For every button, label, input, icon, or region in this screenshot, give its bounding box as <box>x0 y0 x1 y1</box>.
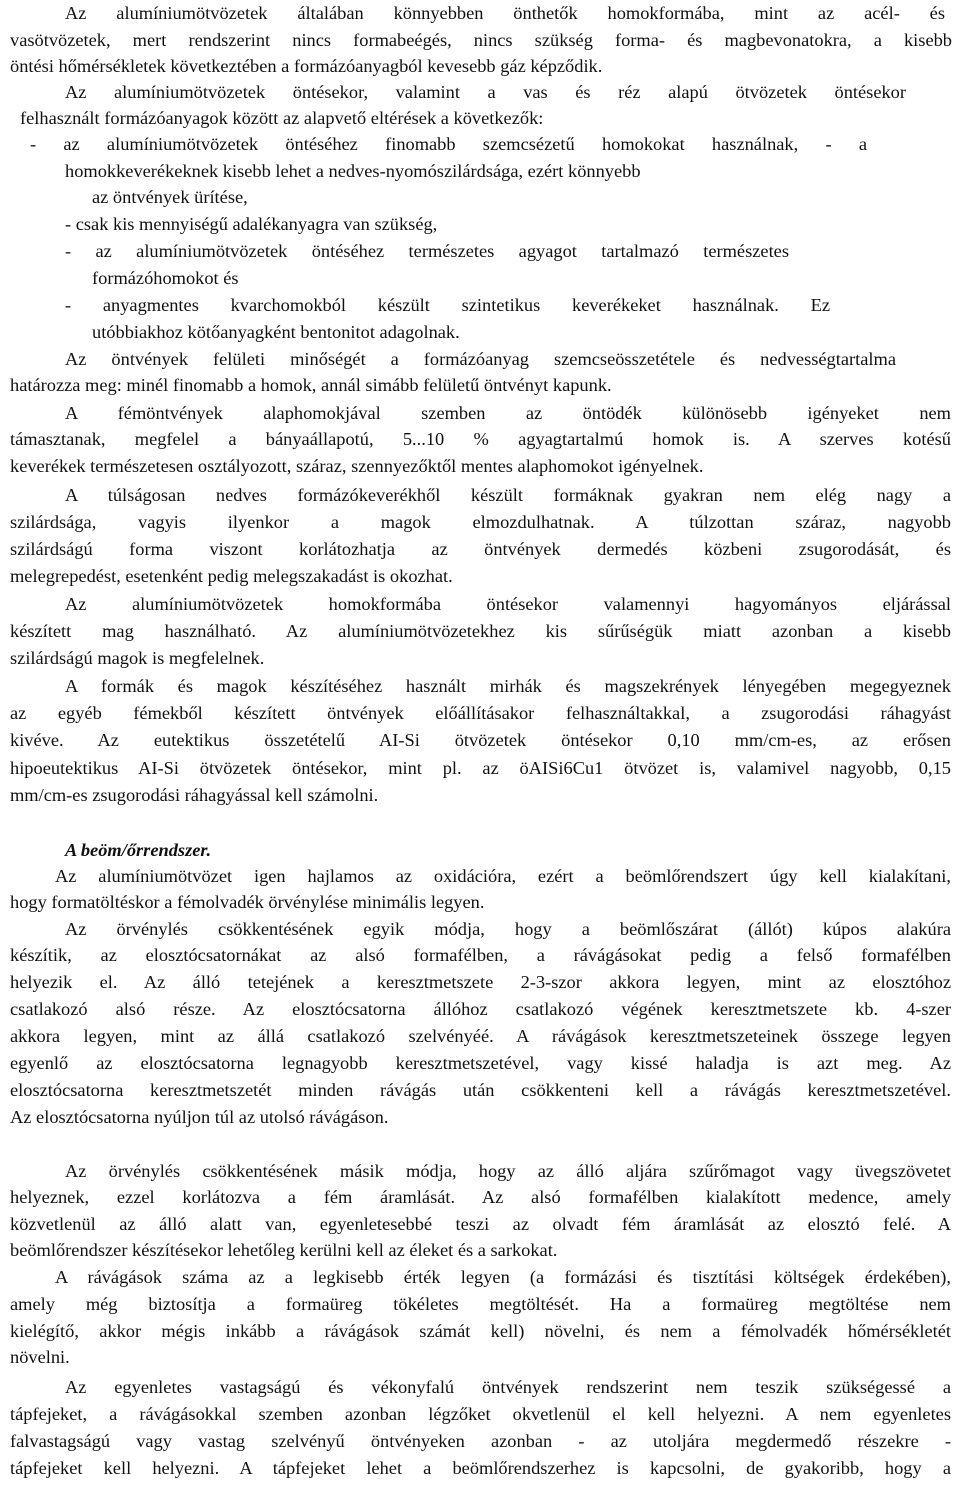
text-line <box>0 673 960 700</box>
text-line-content: hogy formatöltéskor a fémolvadék örvénylése minimális legyen. <box>10 892 485 912</box>
text-line <box>0 265 960 292</box>
text-line <box>0 1050 960 1077</box>
text-line-content: mm/cm-es zsugorodási ráhagyással kell számolni. <box>10 785 379 805</box>
text-line <box>0 889 960 916</box>
text-line <box>0 863 960 890</box>
text-line <box>0 482 960 509</box>
text-line-content: - az alumíniumötvözetek öntéséhez természetes agyagot tartalmazó természetes <box>65 241 789 261</box>
text-line-content: homokkeverékeknek kisebb lehet a nedves-nyomószilárdsága, ezért könnyebb <box>65 161 641 181</box>
text-line <box>0 105 960 132</box>
text-line <box>0 1374 960 1401</box>
text-line <box>0 453 960 480</box>
text-line-content: elosztócsatorna keresztmetszetét minden rávágás után csökkenteni kell a rávágás keresztmetszetével. <box>10 1080 951 1100</box>
text-line <box>0 1237 960 1264</box>
text-line <box>0 996 960 1023</box>
text-line-content: helyeznek, ezzel korlátozva a fém áramlását. Az alsó formafélben kialakított medence, amely <box>10 1187 951 1207</box>
text-line <box>0 1428 960 1455</box>
text-line <box>0 1318 960 1345</box>
text-line <box>0 131 960 158</box>
text-line-content: szilárdságú forma viszont korlátozhatja az öntvények dermedés közbeni zsugorodását, és <box>10 539 951 559</box>
text-line <box>0 372 960 399</box>
text-line <box>0 1184 960 1211</box>
text-line <box>0 1023 960 1050</box>
text-line-content: határozza meg: minél finomabb a homok, annál simább felületű öntvényt kapunk. <box>10 375 612 395</box>
text-line <box>0 1104 960 1131</box>
text-line <box>0 79 960 106</box>
text-line-content: növelni. <box>10 1347 70 1367</box>
text-line-content: melegrepedést, esetenként pedig melegszakadást is okozhat. <box>10 566 453 586</box>
text-line <box>0 319 960 346</box>
text-line <box>0 27 960 54</box>
text-line-content: egyenlő az elosztócsatorna legnagyobb keresztmetszetével, vagy kissé haladja is azt meg. Az <box>10 1053 951 1073</box>
text-line <box>0 1264 960 1291</box>
text-line <box>0 1344 960 1371</box>
text-line-content: támasztanak, megfelel a bányaállapotú, 5...10 % agyagtartalmú homok is. A szerves kotésű <box>10 429 951 449</box>
text-line <box>0 53 960 80</box>
text-line-content: vasötvözetek, mert rendszerint nincs formabeégés, nincs szükség forma- és magbevonatokra, a kisebb <box>10 30 952 50</box>
text-line <box>0 1077 960 1104</box>
text-line-content: A fémöntvények alaphomokjával szemben az öntödék különösebb igényeket nem <box>65 403 951 423</box>
text-line-content: kivéve. Az eutektikus összetételű AI-Si ötvözetek öntésekor 0,10 mm/cm-es, az erősen <box>10 730 951 750</box>
text-line-content: Az örvénylés csökkentésének másik módja, hogy az álló aljára szűrőmagot vagy üvegszövetet <box>65 1161 951 1181</box>
text-line <box>0 1158 960 1185</box>
text-line-content: közvetlenül az álló alatt van, egyenletesebbé teszi az olvadt fém áramlását az elosztó felé. A <box>10 1214 951 1234</box>
text-line <box>0 238 960 265</box>
text-line-content: Az egyenletes vastagságú és vékonyfalú öntvények rendszerint nem teszik szükségessé a <box>65 1377 951 1397</box>
text-line <box>0 1211 960 1238</box>
text-line-content: Az alumíniumötvözetek általában könnyebben önthetők homokformába, mint az acél- és <box>65 3 945 23</box>
text-line-content: hipoeutektikus AI-Si ötvözetek öntésekor, mint pl. az öAISi6Cu1 ötvözet is, valamivel nagyobb, 0,15 <box>10 758 951 778</box>
text-line <box>0 158 960 185</box>
text-line <box>0 618 960 645</box>
text-line-content: Az alumíniumötvözet igen hajlamos az oxidációra, ezért a beömlőrendszert úgy kell kialakítani, <box>55 866 951 886</box>
text-line <box>0 211 960 238</box>
text-line-content: - csak kis mennyiségű adalékanyagra van szükség, <box>65 214 438 234</box>
text-line-content: A túlságosan nedves formázókeverékhől készült formáknak gyakran nem elég nagy a <box>65 485 951 505</box>
text-line-content: Az örvénylés csökkentésének egyik módja, hogy a beömlőszárat (állót) kúpos alakúra <box>65 919 951 939</box>
text-line <box>0 727 960 754</box>
text-line <box>0 0 960 27</box>
text-line <box>0 591 960 618</box>
text-line-content: keverékek természetesen osztályozott, száraz, szennyezőktől mentes alaphomokot igényelnek. <box>10 456 704 476</box>
text-line-content: helyezik el. Az álló tetejének a keresztmetszete 2-3-szor akkora legyen, mint az elosztóhoz <box>10 972 951 992</box>
text-line <box>0 700 960 727</box>
text-line-content: tápfejeket kell helyezni. A tápfejeket lehet a beömlőrendszerhez is kapcsolni, de gyakoribb, hogy a <box>10 1458 951 1478</box>
text-line-content: Az alumíniumötvözetek öntésekor, valamint a vas és réz alapú ötvözetek öntésekor <box>65 82 906 102</box>
text-line <box>0 916 960 943</box>
text-line-content: akkora legyen, mint az állá csatlakozó szelvényéé. A rávágások keresztmetszeteinek összege legyen <box>10 1026 951 1046</box>
text-line <box>0 400 960 427</box>
text-line <box>0 1455 960 1482</box>
section-heading <box>0 837 960 864</box>
text-line <box>0 969 960 996</box>
text-line-content: készített mag használható. Az alumíniumötvözetekhez kis sűrűségük miatt azonban a kisebb <box>10 621 951 641</box>
text-line <box>0 426 960 453</box>
text-line-content: felhasznált formázóanyagok között az alapvető eltérések a következők: <box>20 108 544 128</box>
text-line-content: Az öntvények felületi minőségét a formázóanyag szemcseösszetétele és nedvességtartalma <box>65 349 896 369</box>
text-line <box>0 536 960 563</box>
text-line <box>0 509 960 536</box>
text-line-content: szilárdságú magok is megfelelnek. <box>10 648 265 668</box>
text-line-content: szilárdsága, vagyis ilyenkor a magok elmozdulhatnak. A túlzottan száraz, nagyobb <box>10 512 951 532</box>
text-line <box>0 942 960 969</box>
text-line-content: öntési hőmérsékletek következtében a formázóanyagból kevesebb gáz képződik. <box>10 56 603 76</box>
text-line-content: az öntvények ürítése, <box>92 187 248 207</box>
text-line-content: A rávágások száma az a legkisebb érték legyen (a formázási és tisztítási költségek érdekében), <box>55 1267 951 1287</box>
text-line-content: beömlőrendszer készítésekor lehetőleg kerülni kell az éleket és a sarkokat. <box>10 1240 558 1260</box>
text-line-content: kielégítő, akkor mégis inkább a rávágások számát kell) növelni, és nem a fémolvadék hőmérsékletét <box>10 1321 951 1341</box>
text-line <box>0 782 960 809</box>
text-line-content: A beöm/őrrendszer. <box>65 840 212 860</box>
text-line-content: Az elosztócsatorna nyúljon túl az utolsó rávágáson. <box>10 1107 389 1127</box>
text-line-content: készítik, az elosztócsatornákat az alsó formafélben, a rávágásokat pedig a felső formafélben <box>10 945 951 965</box>
text-line <box>0 563 960 590</box>
text-line <box>0 346 960 373</box>
text-line-content: - anyagmentes kvarchomokból készült szintetikus keverékeket használnak. Ez <box>65 295 830 315</box>
text-line-content: utóbbiakhoz kötőanyagként bentonitot adagolnak. <box>92 322 460 342</box>
text-line <box>0 1291 960 1318</box>
text-line-content: tápfejeket, a rávágásokkal szemben azonban légzőket okvetlenül el kell helyezni. A nem egyenletes <box>10 1404 951 1424</box>
text-line <box>0 184 960 211</box>
text-line-content: - az alumíniumötvözetek öntéséhez finomabb szemcsézetű homokokat használnak, - a <box>30 134 867 154</box>
text-line <box>0 645 960 672</box>
text-line-content: amely még biztosítja a formaüreg tökéletes megtöltését. Ha a formaüreg megtöltése nem <box>10 1294 951 1314</box>
text-line <box>0 292 960 319</box>
text-line-content: az egyéb fémekből készített öntvények előállításakor felhasználtakkal, a zsugorodási ráhagyást <box>10 703 951 723</box>
text-line-content: formázóhomokot és <box>92 268 239 288</box>
text-line <box>0 755 960 782</box>
text-line <box>0 1401 960 1428</box>
text-line-content: falvastagságú vagy vastag szelvényű öntvényeken azonban - az utoljára megdermedő részekre - <box>10 1431 951 1451</box>
text-line-content: Az alumíniumötvözetek homokformába öntésekor valamennyi hagyományos eljárással <box>65 594 951 614</box>
text-line-content: A formák és magok készítéséhez használt mirhák és magszekrények lényegében megegyeznek <box>65 676 951 696</box>
text-line-content: csatlakozó alsó része. Az elosztócsatorna állóhoz csatlakozó végének keresztmetszete kb. 4-szer <box>10 999 951 1019</box>
